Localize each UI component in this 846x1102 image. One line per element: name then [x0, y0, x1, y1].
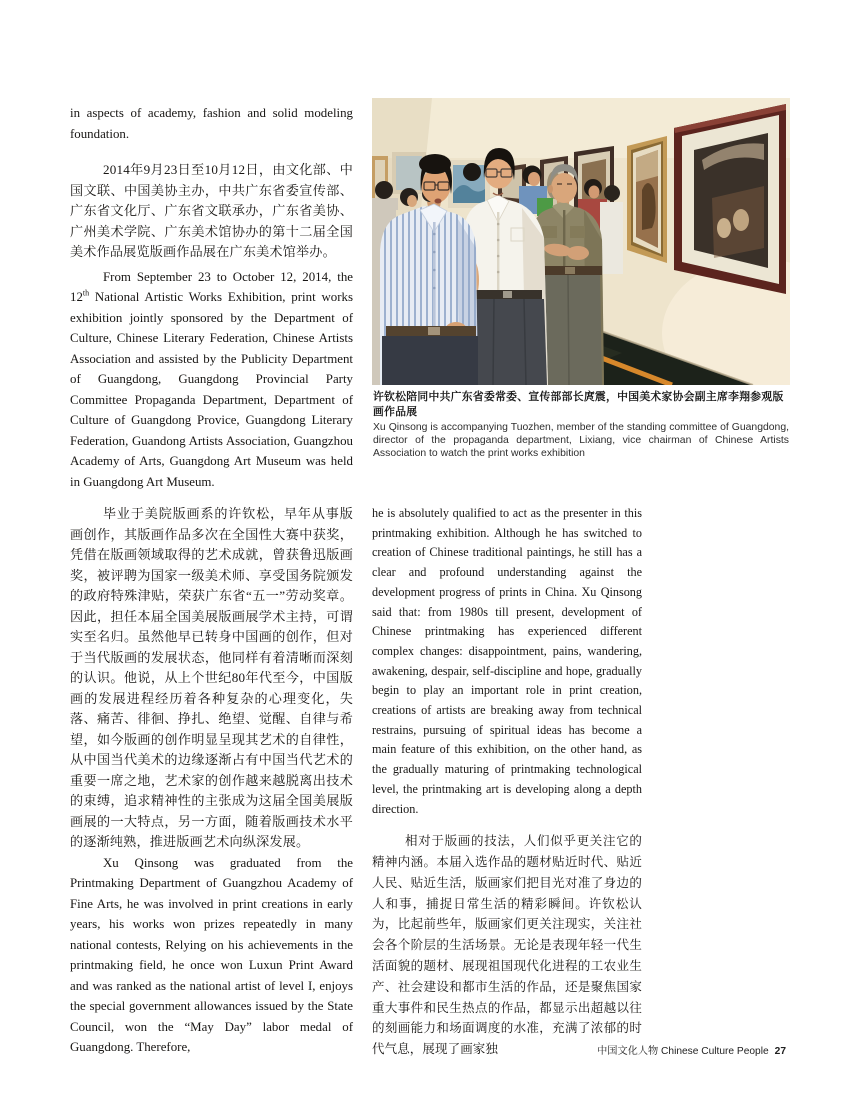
paragraph-en-continuation: in aspects of academy, fashion and solid modeling foundation. — [70, 106, 353, 141]
right-column — [372, 504, 642, 1060]
photo-caption — [373, 389, 789, 460]
photo-caption-english: Xu Qinsong is accompanying Tuozhen, member of the standing committee of Guangdong, director of the propaganda department, Lixiang, vice chairman of Chinese Artists Association to watch the print works exhibition — [373, 422, 789, 459]
paragraph-zh-print-themes: 相对于版画的技法，人们似乎更关注它的精神内涵。本届入选作品的题材贴近时代、贴近人民、贴近生活，版画家们把目光对准了身边的人和事，捕捉日常生活的精彩瞬间。许钦松认为，比起前些年，版画家们更关注现实，关注社会各个阶层的生活场景。无论是表现年轻一代生活面貌的题材、展现祖国现代化进程的工农业生产、社会建设和都市生活的作品，还是聚焦国家重大事件和民生热点的作品，都显示出超越以往的刻画能力和场面调度的水准，充满了浓郁的时代气息，展现了画家独 — [372, 834, 642, 1057]
ordinal-superscript: th — [82, 288, 90, 298]
paragraph-en-exhibition-event — [70, 267, 353, 493]
en-event-text-rest: National Artistic Works Exhibition, print works exhibition jointly sponsored by the Department of Culture, Chinese Literary Federation, Chinese Artists Association and assisted by the Publicity Department of Guangdong, Guangdong Provincial Party Committee Propaganda Department, Department of Culture of Guangdong Provice, Guangdong Literary Federation, Guandong Artists Association, Guangzhou Academy of Arts, Guangdong Art Museum was held in Guangdong Art Museum. — [70, 290, 353, 489]
paragraph-zh-exhibition-event: 2014年9月23日至10月12日，由文化部、中国文联、中国美协主办，中共广东省委宣传部、广东省文化厅、广东省文联承办，广东省美协、广州美术学院、广东美术馆协办的第十二届全国美术作品展览版画作品展在广东美术馆举办。 — [70, 162, 353, 259]
page-footer — [386, 1042, 786, 1057]
en-event-text: From September 23 to October 12, 2014, the 12 — [70, 269, 353, 304]
photo-caption-chinese: 许钦松陪同中共广东省委常委、宣传部部长庹震，中国美术家协会副主席李翔参观版画作品展 — [373, 391, 784, 418]
paragraph-en-printmaking-development: he is absolutely qualified to act as the presenter in this printmaking exhibition. Although he has switched to creation of Chinese traditional paintings, he still has a clear and profound understanding against the development progress of prints in China. Xu Qinsong said that: from 1980s till present, development of Chinese printmaking has experienced different complex changes: disappointment, pains, wandering, awakening, despair, self-discipline and hope, gradually begin to play an important role in print creation, creations of artists are breaking away from technical restrains, pursuing of spiritual ideas has become a main feature of this exhibition, on the other hand, as the gradually maturing of printmaking technological level, the printmaking art is developing along a depth direction. — [372, 506, 642, 816]
footer-page-number: 27 — [774, 1046, 786, 1057]
footer-publication-title: 中国文化人物 Chinese Culture People — [597, 1046, 769, 1057]
paragraph-zh-xu-qinsong-bio: 毕业于美院版画系的许钦松，早年从事版画创作，其版画作品多次在全国性大赛中获奖，凭借在版画领域取得的艺术成就，曾获鲁迅版画奖，被评聘为国家一级美术师、享受国务院颁发的政府特殊津贴，荣获广东省“五一”劳动奖章。因此，担任本届全国美展版画展学术主持，可谓实至名归。虽然他早已转身中国画的创作，但对于当代版画的发展状态，他同样有着清晰而深刻的认识。他说，从上个世纪80年代至今，中国版画的发展进程经历着各种复杂的心理变化，失落、痛苦、徘徊、挣扎、绝望、觉醒、自律与希望，如今版画的创作明显呈现其艺术的自律性，从中国当代美术的边缘逐渐占有中国当代艺术的重要一席之地，艺术家的创作越来越脱离出技术的束缚，追求精神性的主张成为这届全国美展版画展的一大特点，另一方面，随着版画技术水平的逐渐纯熟，推进版画艺术向纵深发展。 — [70, 506, 353, 849]
exhibition-photo-svg — [372, 98, 790, 385]
exhibition-photo — [372, 98, 790, 385]
left-column — [70, 103, 353, 1058]
paragraph-en-xu-qinsong-bio: Xu Qinsong was graduated from the Printmaking Department of Guangzhou Academy of Fine Arts, he was involved in print creations in early years, his works won prizes repeatedly in many national contests, Relying on his achievements in the printmaking field, he once won Luxun Print Award and was ranked as the national artist of level I, enjoys the special government allowances issued by the State Council, won the “May Day” labor medal of Guangdong. Therefore, — [70, 855, 353, 1054]
